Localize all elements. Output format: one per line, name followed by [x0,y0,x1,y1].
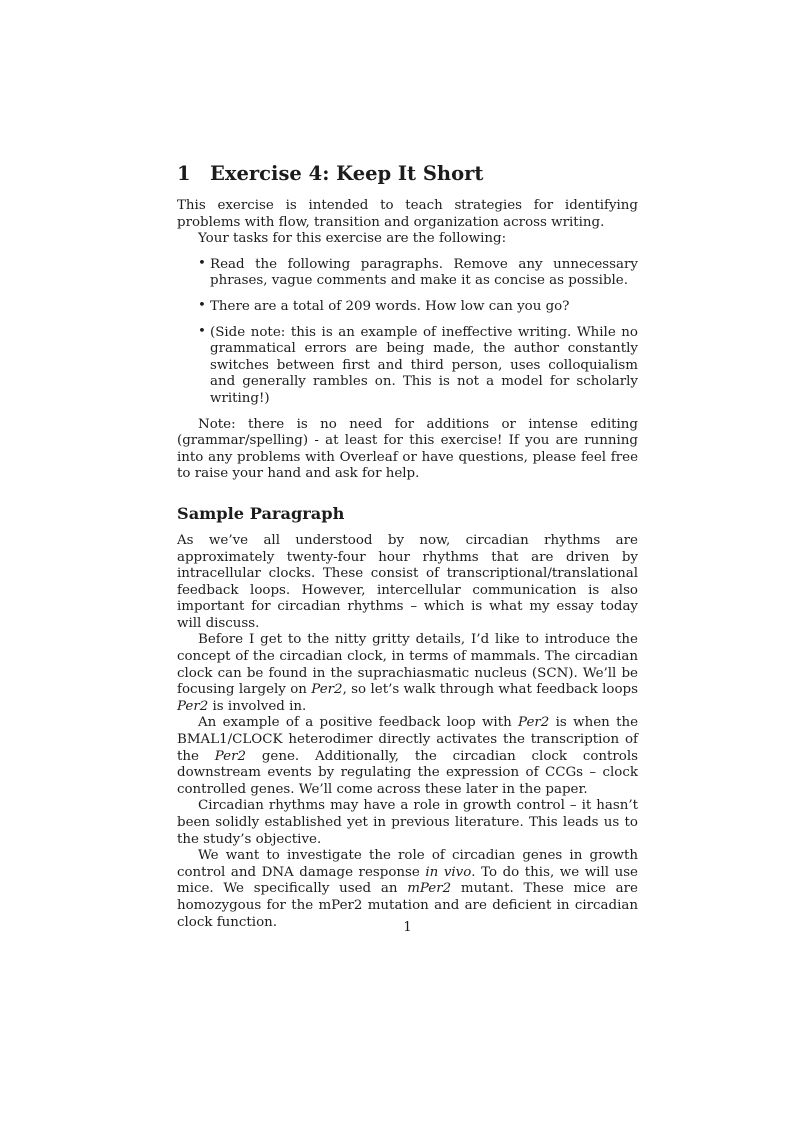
sample-paragraph-5: We want to investigate the role of circadian genes in growth control and DNA damage response in vivo. To do this, we will use mice. We specifically used an mPer2 mutant. These mice are homozygous for the mPer2 mutation and are deficient in circadian clock function. [177,848,638,930]
sample-paragraph-3: An example of a positive feedback loop with Per2 is when the BMAL1/CLOCK heterodimer directly activates the transcription of the Per2 gene. Additionally, the circadian clock controls downstream events by regulating the expression of CCGs – clock controlled genes. We’ll come across these later in the paper. [177,715,639,797]
section-title: Exercise 4: Keep It Short [210,162,484,185]
intro-paragraph: This exercise is intended to teach strategies for identifying problems with flow, transition and organization across writing. [177,198,638,230]
list-item [177,325,638,408]
note-paragraph: Note: there is no need for additions or intense editing (grammar/spelling) - at least for this exercise! If you are running into any problems with Overleaf or have questions, please feel free to raise your hand and ask for help. [177,416,638,482]
list-item-text: There are a total of 209 words. How low can you go? [210,298,570,314]
bullet-icon: • [198,297,206,313]
task-list [177,257,638,408]
section-heading [177,162,638,185]
tasks-lead-paragraph: Your tasks for this exercise are the following: [198,231,507,247]
bullet-icon: • [198,323,206,339]
list-item [177,257,638,290]
page-number: 1 [403,920,412,935]
list-item-text: (Side note: this is an example of ineffective writing. While no grammatical errors are being made, the author constantly switches between first and third person, uses colloquialism and generally rambles on. This is not a model for scholarly writing!) [210,324,638,406]
sample-paragraph-1: As we’ve all understood by now, circadian rhythms are approximately twenty-four hour rhythms that are driven by intracellular clocks. These consist of transcriptional/translational feedback loops. However, intercellular communication is also important for circadian rhythms – which is what my essay today will discuss. [177,532,638,631]
section-number: 1 [177,162,191,185]
text-block [177,162,638,931]
list-item [177,299,638,316]
sample-paragraph-2: Before I get to the nitty gritty details, I’d like to introduce the concept of the circadian clock, in terms of mammals. The circadian clock can be found in the suprachiasmatic nucleus (SCN). We’ll be focusing largely on Per2, so let’s walk through what feedback loops Per2 is involved in. [177,632,638,714]
sample-paragraph-4: Circadian rhythms may have a role in growth control – it hasn’t been solidly established yet in previous literature. This leads us to the study’s objective. [177,798,638,847]
subsection-heading: Sample Paragraph [177,503,345,523]
list-item-text: Read the following paragraphs. Remove any unnecessary phrases, vague comments and make it as concise as possible. [210,256,638,289]
bullet-icon: • [198,255,206,271]
